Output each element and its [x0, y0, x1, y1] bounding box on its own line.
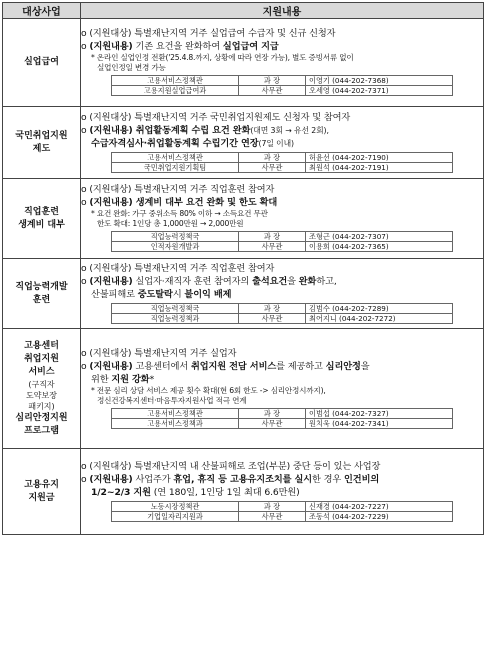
- contact-table: [111, 75, 453, 96]
- content-text: 지원 강화: [111, 373, 150, 385]
- contact-name-phone: 조동석 (044-202-7229): [306, 511, 453, 521]
- contact-position: 사무관: [239, 511, 306, 521]
- program-name-cell: [3, 179, 81, 259]
- content-text: 특별재난지역 거주 실업자: [131, 347, 237, 359]
- contact-position: 과 장: [239, 76, 306, 86]
- content-text: 하여: [202, 41, 223, 52]
- content-line: [81, 275, 483, 288]
- contact-row: [112, 501, 453, 511]
- program-name-line: 직업훈련: [24, 206, 59, 217]
- content-text: (지원내용): [89, 275, 133, 287]
- contact-department: 고용지원실업급여과: [112, 86, 239, 96]
- contact-department: 기업일자리지원과: [112, 511, 239, 521]
- contact-row: [112, 232, 453, 242]
- program-name-line: 고용센터: [24, 340, 59, 351]
- contact-table: [111, 303, 453, 324]
- content-text: o: [81, 184, 90, 195]
- content-line: [81, 262, 483, 275]
- content-text: 고용센터에서: [132, 360, 191, 372]
- contact-department: 직업능력정책국: [112, 232, 239, 242]
- content-text: 휴업, 휴직 등 고용유지조치를 실시: [173, 473, 313, 485]
- content-line: [81, 486, 483, 499]
- table-header-row: [3, 3, 484, 19]
- program-name-cell: [3, 329, 81, 449]
- support-content-cell: [81, 107, 484, 179]
- content-line: [81, 360, 483, 373]
- content-text: 시: [172, 288, 185, 300]
- content-text: 수급자격심사·취업활동계획 수립기간 연장: [91, 137, 259, 149]
- content-line: [81, 347, 483, 360]
- contact-name-phone: 이용희 (044-202-7365): [306, 242, 453, 252]
- header-target-program: 대상사업: [3, 3, 81, 19]
- contact-row: [112, 86, 453, 96]
- program-name-line: 국민취업지원: [15, 130, 68, 141]
- program-name-line: 심리안정지원: [15, 412, 68, 423]
- program-name-line: 지원금: [28, 492, 55, 503]
- content-line: [81, 196, 483, 209]
- contact-row: [112, 242, 453, 252]
- content-text: 1/2~2/3 지원: [91, 486, 151, 498]
- content-text: (지원대상): [89, 184, 132, 195]
- content-text: o: [81, 124, 90, 136]
- content-text: 을: [287, 275, 299, 287]
- table-row: [3, 179, 484, 259]
- content-text: 완화: [298, 275, 317, 287]
- content-text: o: [81, 111, 90, 123]
- program-name-line: 패키지): [28, 401, 55, 411]
- table-row: [3, 19, 484, 107]
- contact-department: 고용서비스정책관: [112, 152, 239, 162]
- contact-position: 사무관: [239, 86, 306, 96]
- contact-table: [111, 408, 453, 429]
- contact-department: 국민취업지원기획팀: [112, 162, 239, 172]
- content-text: 취업지원 전담 서비스: [190, 360, 277, 372]
- program-name-cell: [3, 107, 81, 179]
- program-name-line: 직업능력개발: [15, 281, 68, 292]
- content-line: [81, 137, 483, 150]
- program-name-line: 도약보장: [26, 390, 57, 400]
- table-row: [3, 329, 484, 449]
- contact-position: 과 장: [239, 303, 306, 313]
- contact-name-phone: 허윤선 (044-202-7190): [306, 152, 453, 162]
- contact-position: 사무관: [239, 418, 306, 428]
- contact-name-phone: 최원석 (044-202-7191): [306, 162, 453, 172]
- content-text: o: [81, 275, 90, 287]
- contact-position: 사무관: [239, 242, 306, 252]
- table-row: [3, 259, 484, 329]
- content-text: o: [81, 473, 90, 485]
- contact-position: 사무관: [239, 313, 306, 323]
- content-text: 한도 확대: 1인당 총 1,000만원 → 2,000만원: [97, 219, 244, 228]
- content-line: [81, 473, 483, 486]
- content-text: 산불피해로: [91, 288, 138, 300]
- content-text: 인건비의: [344, 473, 380, 485]
- content-line: [81, 63, 483, 73]
- content-text: (지원대상): [89, 460, 132, 472]
- content-line: [81, 40, 483, 53]
- content-text: o: [81, 41, 90, 52]
- contact-name-phone: 이영기 (044-202-7368): [306, 76, 453, 86]
- content-text: 하고,: [316, 275, 337, 287]
- content-text: o: [81, 28, 90, 39]
- program-name-line: (구직자: [28, 379, 55, 389]
- content-text: 사업주가: [132, 473, 174, 485]
- support-content-cell: [81, 259, 484, 329]
- contact-row: [112, 511, 453, 521]
- header-support-content: 지원내용: [81, 3, 484, 19]
- content-line: [81, 183, 483, 196]
- contact-row: [112, 152, 453, 162]
- support-content-cell: [81, 19, 484, 107]
- content-line: [81, 53, 483, 63]
- content-line: [81, 396, 483, 406]
- program-name-line: 실업급여: [24, 57, 59, 67]
- table-body: [3, 19, 484, 535]
- contact-department: 고용서비스정책관: [112, 76, 239, 86]
- program-name-line: 훈련: [32, 294, 51, 305]
- program-name-line: 제도: [32, 143, 51, 154]
- content-text: 중도탈락: [137, 288, 173, 300]
- content-text: * 전문 심리 상담 서비스 제공 횟수 확대(현 6회 한도 -> 심리안정시까지),: [91, 385, 326, 395]
- content-text: 위한: [91, 373, 112, 385]
- content-text: 정신건강복지센터·마음투자지원사업 적극 연계: [97, 395, 247, 405]
- program-name-line: 프로그램: [24, 425, 59, 436]
- content-line: [81, 373, 483, 386]
- contact-row: [112, 76, 453, 86]
- contact-department: 노동시장정책관: [112, 501, 239, 511]
- support-table: [2, 2, 484, 535]
- support-content-cell: [81, 179, 484, 259]
- program-name-line: 생계비 대부: [18, 219, 65, 230]
- content-text: 특별재난지역 거주 직업훈련 참여자: [131, 184, 275, 195]
- contact-name-phone: 신재경 (044-202-7227): [306, 501, 453, 511]
- contact-row: [112, 418, 453, 428]
- content-text: (지원대상): [89, 347, 132, 359]
- content-text: (지원내용): [89, 197, 133, 208]
- content-text: 를 제공하고: [276, 360, 326, 372]
- content-text: (지원대상): [89, 262, 132, 274]
- content-text: (지원내용): [89, 473, 133, 485]
- contact-department: 직업능력정책과: [112, 313, 239, 323]
- content-text: (지원내용): [89, 124, 133, 136]
- contact-position: 과 장: [239, 152, 306, 162]
- content-text: (대면 3회 → 유선 2회),: [250, 125, 329, 135]
- content-text: 특별재난지역 거주 국민취업지원제도 신청자 및 참여자: [131, 111, 351, 123]
- contact-name-phone: 오세영 (044-202-7371): [306, 86, 453, 96]
- content-text: o: [81, 347, 90, 359]
- program-name-cell: [3, 19, 81, 107]
- content-text: 취업활동계획 수립 요건 완화: [132, 124, 251, 136]
- content-text: (지원내용): [89, 360, 133, 372]
- contact-name-phone: 원치욱 (044-202-7341): [306, 418, 453, 428]
- contact-row: [112, 408, 453, 418]
- contact-department: 직업능력정책국: [112, 303, 239, 313]
- content-text: *: [149, 373, 155, 385]
- contact-department: 인적자원개발과: [112, 242, 239, 252]
- content-text: 불이익 배제: [184, 288, 232, 300]
- content-text: (지원내용): [89, 41, 133, 52]
- contact-row: [112, 313, 453, 323]
- content-text: 특별재난지역 내 산불피해로 조업(부분) 중단 등이 있는 사업장: [131, 460, 381, 472]
- content-text: o: [81, 262, 90, 274]
- table-row: [3, 107, 484, 179]
- content-text: 실업급여 지급: [222, 41, 279, 52]
- content-text: o: [81, 360, 90, 372]
- content-text: * 온라인 실업인정 전환('25.4.8.까지, 상황에 따라 연장 가능), 별도 증빙서류 없이: [91, 53, 354, 62]
- content-text: (지원대상): [89, 28, 132, 39]
- content-text: 심리안정: [325, 360, 361, 372]
- program-name-line: 취업지원: [24, 353, 59, 364]
- content-text: 한 경우: [312, 473, 345, 485]
- contact-name-phone: 조형근 (044-202-7307): [306, 232, 453, 242]
- contact-table: [111, 152, 453, 173]
- contact-department: 고용서비스정책관: [112, 408, 239, 418]
- contact-row: [112, 162, 453, 172]
- contact-name-phone: 김범수 (044-202-7289): [306, 303, 453, 313]
- contact-table: [111, 501, 453, 522]
- content-line: [81, 219, 483, 229]
- support-content-cell: [81, 329, 484, 449]
- content-text: (7일 이내): [258, 138, 294, 148]
- content-line: [81, 124, 483, 137]
- content-line: [81, 386, 483, 396]
- content-text: (연 180일, 1인당 1일 최대 6.6만원): [150, 486, 300, 498]
- content-text: 생계비 대부 요건 완화 및 한도 확대: [132, 197, 278, 208]
- content-line: [81, 460, 483, 473]
- content-text: 특별재난지역 거주 실업급여 수급자 및 신규 신청자: [131, 28, 336, 39]
- contact-position: 과 장: [239, 501, 306, 511]
- content-text: 기존 요건을 완화: [132, 41, 203, 52]
- content-text: 실업인정일 변경 가능: [97, 63, 166, 72]
- content-text: 을: [360, 360, 370, 372]
- contact-row: [112, 303, 453, 313]
- contact-position: 과 장: [239, 232, 306, 242]
- contact-name-phone: 이범섭 (044-202-7327): [306, 408, 453, 418]
- content-text: * 요건 완화: 가구 중위소득 80% 이하 → 소득요건 무관: [91, 209, 268, 218]
- contact-name-phone: 최어지니 (044-202-7272): [306, 313, 453, 323]
- contact-department: 고용서비스정책과: [112, 418, 239, 428]
- content-text: o: [81, 460, 90, 472]
- program-name-cell: [3, 259, 81, 329]
- content-line: [81, 27, 483, 40]
- content-text: 실업자·재직자 훈련 참여자의: [132, 275, 253, 287]
- contact-position: 과 장: [239, 408, 306, 418]
- content-line: [81, 209, 483, 219]
- program-name-cell: [3, 449, 81, 535]
- program-name-line: 고용유지: [24, 479, 59, 490]
- table-row: [3, 449, 484, 535]
- content-text: o: [81, 197, 90, 208]
- content-text: (지원대상): [89, 111, 132, 123]
- support-content-cell: [81, 449, 484, 535]
- content-line: [81, 111, 483, 124]
- contact-position: 사무관: [239, 162, 306, 172]
- contact-table: [111, 231, 453, 252]
- content-text: 특별재난지역 거주 직업훈련 참여자: [131, 262, 275, 274]
- program-name-line: 서비스: [28, 366, 55, 377]
- content-line: [81, 288, 483, 301]
- content-text: 출석요건: [252, 275, 288, 287]
